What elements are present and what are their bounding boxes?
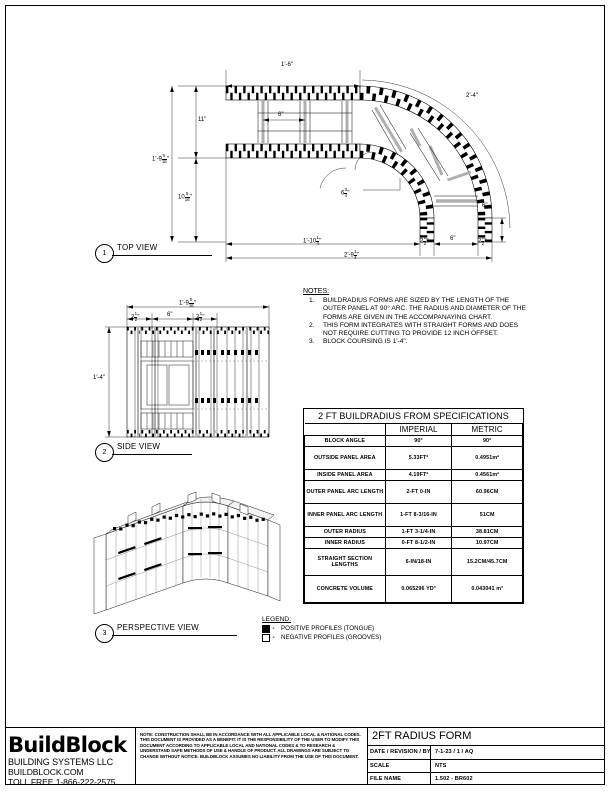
spec-title: 2 FT BUILDRADIUS FROM SPECIFICATIONS	[305, 409, 523, 424]
note-item	[303, 297, 533, 322]
spec-row-metric: 0.4951m²	[452, 447, 523, 470]
spec-row-metric: 0.4561m²	[452, 470, 523, 481]
title-block-divider	[135, 728, 136, 785]
dim-top-span: 1'-6"	[281, 62, 293, 68]
spec-title-row	[305, 409, 523, 424]
title-fields	[367, 745, 605, 785]
dim-left-upper: 11"	[198, 117, 207, 123]
top-view-geometry	[0, 0, 612, 270]
legend-dash: -	[272, 634, 275, 641]
note-item	[303, 322, 533, 338]
field-value-scale: NTS	[435, 763, 447, 769]
dim-bottom-seg-b: 6"	[450, 236, 456, 242]
spec-row-imperial: 1-FT 3-1/4-IN	[385, 527, 452, 538]
brand-phone: TOLL FREE 1-866-222-2575	[8, 777, 116, 787]
view-number-1: 1	[95, 244, 114, 263]
view-label-perspective: PERSPECTIVE VIEW	[117, 623, 199, 632]
spec-row-label: OUTER PANEL ARC LENGTH	[305, 481, 386, 504]
view-underline	[112, 454, 192, 455]
dim-side-seg-b: 6"	[167, 312, 173, 318]
note-text: THIS FORM INTEGRATES WITH STRAIGHT FORMS AND DOES NOT REQUIRE CUTTING TO PROVIDE 12 INCH OFFSET.	[323, 321, 519, 338]
table-row	[305, 527, 523, 538]
dim-side-overall: 1'-9 $\frac{5}{16}$ "	[179, 297, 196, 308]
legend-item-negative	[262, 634, 381, 642]
view-number-3: 3	[95, 624, 114, 643]
spec-row-label: OUTSIDE PANEL AREA	[305, 447, 386, 470]
dim-bottom-seg-c: 2 $\frac{1}{2}$ "	[478, 235, 487, 246]
spec-row-metric: 38.81CM	[452, 527, 523, 538]
spec-row-imperial: 6-IN/18-IN	[385, 549, 452, 576]
table-row	[305, 481, 523, 504]
spec-row-label: STRAIGHT SECTION LENGTHS	[305, 549, 386, 576]
table-row	[305, 549, 523, 576]
spec-row-imperial: 90°	[385, 436, 452, 447]
spec-row-metric: 0.043041 m³	[452, 576, 523, 603]
field-value-date: 7-1-23 / 1 / AQ	[435, 749, 474, 755]
dim-inner-radius: 6 $\frac{3}{4}$ "	[341, 187, 350, 198]
spec-row-label: CONCRETE VOLUME	[305, 576, 386, 603]
dim-web-spacing: 6"	[278, 112, 284, 118]
negative-profile-swatch-icon	[262, 634, 270, 642]
company-logo	[8, 733, 126, 787]
dim-left-lower: 10 $\frac{5}{16}$ "	[178, 191, 192, 202]
field-divider	[367, 772, 605, 773]
note-number: 2.	[309, 321, 315, 329]
table-row	[305, 504, 523, 527]
spec-row-metric: 15.2CM/45.7CM	[452, 549, 523, 576]
spec-row-imperial: 0-FT 8-1/2-IN	[385, 538, 452, 549]
spec-header-row	[305, 424, 523, 436]
notes-list	[303, 297, 533, 346]
dim-bottom-overall: 2'-9 $\frac{1}{4}$ "	[344, 249, 360, 260]
perspective-geometry	[88, 468, 288, 620]
spec-row-imperial: 4.19FT²	[385, 470, 452, 481]
side-view-drawing	[95, 285, 305, 465]
field-divider	[367, 745, 605, 746]
table-row	[305, 538, 523, 549]
positive-profile-swatch-icon	[262, 625, 270, 633]
note-number: 1.	[309, 297, 315, 305]
spec-row-metric: 51CM	[452, 504, 523, 527]
disclaimer-text: NOTE: CONSTRUCTION SHALL BE IN ACCORDANCE WITH ALL APPLICABLE LOCAL & NATIONAL CODES. THIS DOCUMENT IS PROVIDED AS A BENEFIT. IT IS THE RESPONSIBILITY OF THE USER TO MODIFY THIS DOCUMENT ACCORDING TO APPLICABLE LOCAL AND NATIONAL CODES & TO RESEARCH & UNDERSTAND SAFE METHODS OF USE & HANDLE OF PRODUCT. ALL DRAWINGS ARE SUBJECT TO CHANGE WITHOUT NOTICE. BUILDBLOCK ASSUMES NO LIABILITY FROM THE USE OF THIS DOCUMENT.	[140, 732, 361, 759]
spec-row-label: INNER RADIUS	[305, 538, 386, 549]
spec-row-label: INNER PANEL ARC LENGTH	[305, 504, 386, 527]
note-number: 3.	[309, 338, 315, 346]
dim-outer-arc-radius: 2'-4"	[466, 93, 478, 99]
field-value-filename: 1.502 - BR602	[435, 776, 473, 782]
spec-col-blank	[305, 424, 386, 436]
legend-heading: LEGEND:	[262, 616, 291, 623]
top-view-drawing	[0, 0, 612, 270]
spec-row-metric: 60.96CM	[452, 481, 523, 504]
field-label-filename: FILE NAME	[370, 776, 402, 782]
perspective-view-drawing	[88, 468, 288, 620]
legend-block	[262, 616, 381, 642]
spec-row-label: INSIDE PANEL AREA	[305, 470, 386, 481]
notes-block	[303, 288, 533, 346]
spec-row-metric: 10.97CM	[452, 538, 523, 549]
spec-row-imperial: 2-FT 0-IN	[385, 481, 452, 504]
note-text: BUILDRADIUS FORMS ARE SIZED BY THE LENGTH OF THE OUTER PANEL AT 90° ARC. THE RADIUS AND DIAMETER OF THE FORMS ARE GIVEN IN THE ACCOMPANAYING CHART.	[323, 297, 526, 321]
view-label-top: TOP VIEW	[117, 243, 158, 252]
notes-heading: NOTES:	[303, 288, 330, 295]
dim-side-seg-a: 2 $\frac{1}{2}$ "	[131, 311, 140, 322]
view-underline	[112, 635, 237, 636]
note-item	[303, 338, 533, 346]
legend-item-positive	[262, 625, 381, 633]
dim-side-height: 1'-4"	[93, 375, 105, 381]
spec-row-imperial: 0.065296 YD³	[385, 576, 452, 603]
brand-line-2: BUILDING SYSTEMS LLC	[8, 757, 114, 767]
view-number-2: 2	[95, 443, 114, 462]
spec-row-imperial: 1-FT 8-3/16-IN	[385, 504, 452, 527]
dim-side-seg-c: 2 $\frac{1}{2}$ "	[196, 311, 205, 322]
view-underline	[112, 255, 212, 256]
spec-row-label: BLOCK ANGLE	[305, 436, 386, 447]
brand-name: BuildBlock	[8, 733, 127, 757]
spec-table-grid	[304, 409, 523, 603]
legend-text: NEGATIVE PROFILES (GROOVES)	[281, 634, 382, 641]
dim-bottom-inner: 1'-10 $\frac{1}{4}$ "	[303, 235, 322, 246]
dim-left-overall: 1'-9 $\frac{5}{16}$ "	[152, 153, 169, 164]
legend-dash: -	[272, 625, 275, 632]
legend-text: POSITIVE PROFILES (TONGUE)	[281, 625, 375, 632]
spec-row-metric: 90°	[452, 436, 523, 447]
table-row	[305, 470, 523, 481]
field-divider	[367, 759, 605, 760]
note-text: BLOCK COURSING IS 1'-4".	[323, 338, 408, 346]
table-row	[305, 576, 523, 603]
spec-row-label: OUTER RADIUS	[305, 527, 386, 538]
table-row	[305, 447, 523, 470]
dim-bottom-seg-a: 2 $\frac{1}{2}$ "	[420, 235, 429, 246]
spec-table	[303, 408, 524, 604]
sheet-title: 2FT RADIUS FORM	[372, 730, 472, 742]
dim-right-vertical: 6"	[482, 203, 488, 209]
spec-col-imperial: IMPERIAL	[385, 424, 452, 436]
field-label-date: DATE / REVISION / BY	[370, 749, 431, 755]
view-label-side: SIDE VIEW	[117, 442, 161, 451]
table-row	[305, 436, 523, 447]
field-label-scale: SCALE	[370, 763, 390, 769]
spec-row-imperial: 5.33FT²	[385, 447, 452, 470]
brand-website: BUILDBLOCK.COM	[8, 767, 84, 777]
spec-col-metric: METRIC	[452, 424, 523, 436]
